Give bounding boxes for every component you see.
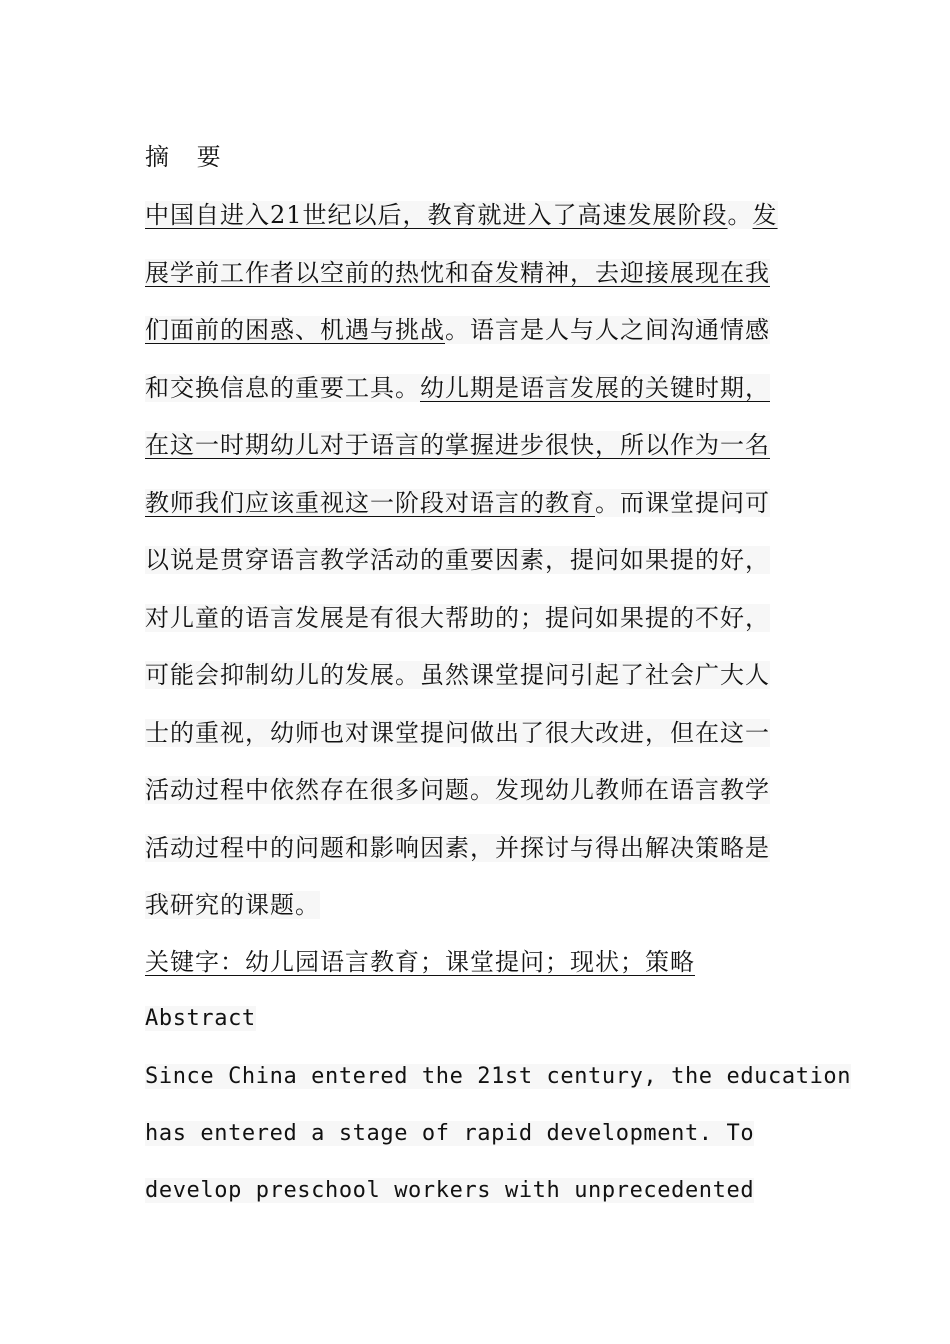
abstract-en-line: has entered a stage of rapid development. To <box>145 1121 755 1146</box>
body-text: 可能会抑制幼儿的发展。虽然课堂提问引起了社会广大人 <box>145 661 770 689</box>
abstract-cn-line <box>145 770 770 810</box>
keywords-line: 关键字：幼儿园语言教育；课堂提问；现状；策略 <box>145 948 695 976</box>
body-text: 。 <box>727 201 753 229</box>
body-text: 。语言是人与人之间沟通情感 <box>445 316 770 344</box>
body-text: 对儿童的语言发展是有很大帮助的；提问如果提的不好， <box>145 604 770 632</box>
abstract-cn-line <box>145 195 778 235</box>
underlined-text: 幼儿期是语言发展的关键时期， <box>420 374 770 402</box>
body-text: 我研究的课题。 <box>145 891 320 919</box>
underlined-text: 中国自进入21世纪以后，教育就进入了高速发展阶段 <box>145 201 728 229</box>
abstract-cn-line <box>145 425 770 465</box>
body-text: 士的重视，幼师也对课堂提问做出了很大改进，但在这一 <box>145 719 770 747</box>
abstract-cn-line <box>145 310 770 350</box>
abstract-cn-line <box>145 368 770 408</box>
abstract-cn-line <box>145 483 770 523</box>
abstract-cn-line <box>145 885 320 925</box>
abstract-cn-line <box>145 828 770 868</box>
abstract-cn-line <box>145 598 770 638</box>
underlined-text: 们面前的困惑、机遇与挑战 <box>145 316 445 344</box>
abstract-cn-line <box>145 253 770 293</box>
abstract-heading-cn: 摘 要 <box>145 143 231 171</box>
body-text: 和交换信息的重要工具。 <box>145 374 420 402</box>
body-text: 以说是贯穿语言教学活动的重要因素，提问如果提的好， <box>145 546 770 574</box>
body-text: 活动过程中的问题和影响因素，并探讨与得出解决策略是 <box>145 834 770 862</box>
abstract-en-line: develop preschool workers with unprecedented <box>145 1178 755 1203</box>
body-text: 。而课堂提问可 <box>595 489 770 517</box>
body-text: 活动过程中依然存在很多问题。发现幼儿教师在语言教学 <box>145 776 770 804</box>
abstract-en-line: Since China entered the 21st century, the education <box>145 1064 852 1089</box>
abstract-heading-en: Abstract <box>145 1006 256 1031</box>
abstract-cn-line <box>145 713 770 753</box>
underlined-text: 在这一时期幼儿对于语言的掌握进步很快，所以作为一名 <box>145 431 770 459</box>
underlined-text: 教师我们应该重视这一阶段对语言的教育 <box>145 489 595 517</box>
underlined-text: 展学前工作者以空前的热忱和奋发精神，去迎接展现在我 <box>145 259 770 287</box>
underlined-text: 发 <box>752 201 778 229</box>
abstract-cn-line <box>145 540 770 580</box>
abstract-cn-line <box>145 655 770 695</box>
